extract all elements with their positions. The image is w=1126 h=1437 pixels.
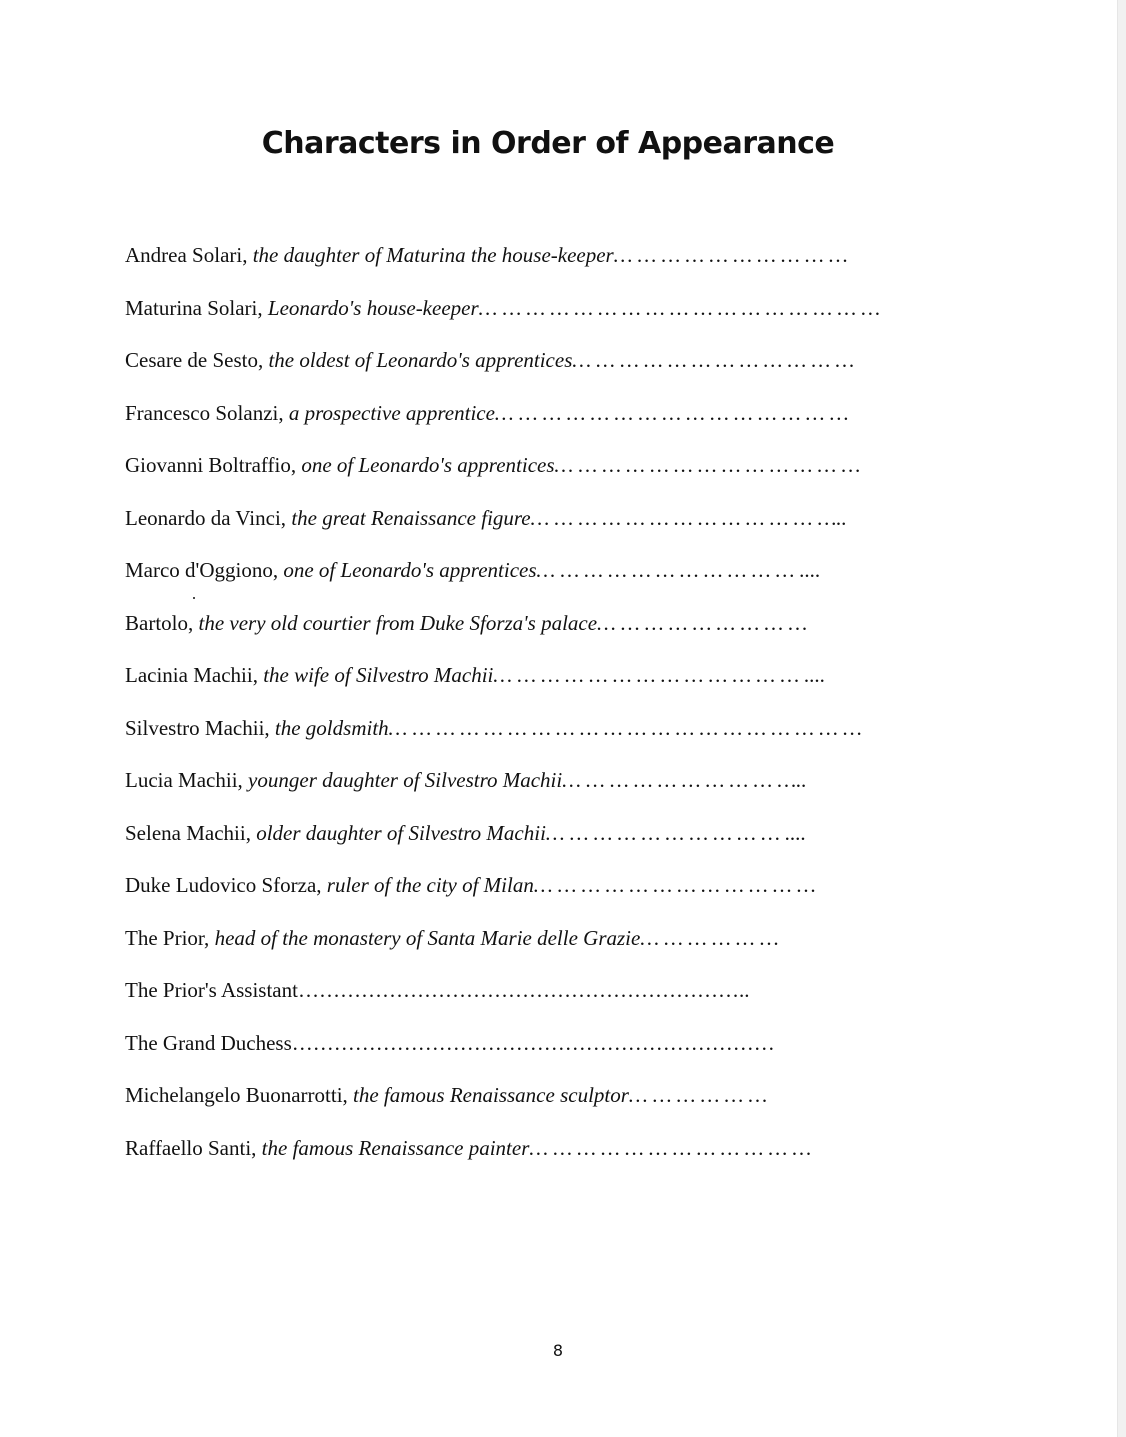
leader-dots: … … … … … … … … … … … … xyxy=(572,348,855,372)
character-entry xyxy=(125,763,1005,816)
character-description: the famous Renaissance sculptor xyxy=(353,1083,629,1107)
character-description: the goldsmith xyxy=(274,715,389,740)
leader-dots: … … … … … … xyxy=(628,1083,768,1107)
leader-dots: … … … … … … … … … … … .... xyxy=(536,558,821,582)
character-entry xyxy=(125,606,1005,659)
character-entry xyxy=(125,658,1005,711)
page-title: Characters in Order of Appearance xyxy=(261,126,835,161)
character-description: younger daughter of Silvestro Machii xyxy=(248,768,563,792)
character-name: Selena Machii, xyxy=(125,820,257,845)
leader-dots: … … … … … … … … … … xyxy=(613,243,848,267)
leader-dots: ……………………………………………………….. xyxy=(297,978,750,1002)
leader-dots: … … … … … … … … … … … … … … … … … … … … xyxy=(388,715,862,740)
character-entry xyxy=(125,238,1005,291)
character-entry xyxy=(125,448,1005,501)
character-description: a prospective apprentice xyxy=(288,400,495,425)
leader-dots: …………………………………………………………… xyxy=(291,1030,775,1055)
character-name: Francesco Solanzi, xyxy=(125,400,289,425)
character-description: older daughter of Silvestro Machii xyxy=(256,820,546,845)
character-entry xyxy=(125,921,1005,974)
leader-dots: … … … … … … xyxy=(640,925,779,950)
character-description: the very old courtier from Duke Sforza's palace xyxy=(198,610,598,635)
character-name: The Prior's Assistant xyxy=(125,978,298,1002)
character-name: Duke Ludovico Sforza, xyxy=(125,873,327,897)
character-name: Raffaello Santi, xyxy=(125,1135,262,1160)
character-description: the wife of Silvestro Machii xyxy=(263,663,494,687)
leader-dots: … … … … … … … … … … … … … … … … … xyxy=(478,295,881,320)
character-name: The Grand Duchess xyxy=(125,1030,292,1055)
character-list xyxy=(125,238,1005,1183)
character-entry xyxy=(125,816,1005,869)
character-description: Leonardo's house-keeper xyxy=(267,295,479,320)
character-entry xyxy=(125,501,1005,554)
leader-dots: … … … … … … … … … … … … … … … xyxy=(494,400,849,425)
character-description: the great Renaissance figure xyxy=(291,505,531,530)
character-entry xyxy=(125,973,1005,1026)
character-name: Giovanni Boltraffio, xyxy=(125,453,302,477)
character-entry xyxy=(125,711,1005,764)
character-name: Michelangelo Buonarrotti, xyxy=(125,1083,354,1107)
character-description: ruler of the city of Milan xyxy=(326,873,534,897)
character-entry xyxy=(125,1026,1005,1079)
page-number: 8 xyxy=(552,1341,564,1360)
character-entry xyxy=(125,1078,1005,1131)
character-description: the daughter of Maturina the house-keeper xyxy=(252,243,614,267)
leader-dots: … … … … … … … … … … … … … .... xyxy=(493,663,826,687)
character-entry xyxy=(125,396,1005,449)
character-name: Maturina Solari, xyxy=(125,295,268,320)
page-edge xyxy=(1117,0,1126,1437)
character-entry xyxy=(125,343,1005,396)
leader-dots: … … … … … … … … … ….. xyxy=(562,768,807,792)
character-entry xyxy=(125,553,1005,606)
character-entry xyxy=(125,1131,1005,1184)
character-name: The Prior, xyxy=(125,925,215,950)
character-description: the oldest of Leonardo's apprentices xyxy=(268,348,573,372)
leader-dots: … … … … … … … … … xyxy=(597,610,808,635)
character-entry xyxy=(125,291,1005,344)
character-description: the famous Renaissance painter xyxy=(261,1135,530,1160)
leader-dots: … … … … … … … … … … … … xyxy=(529,1135,812,1160)
leader-dots: … … … … … … … … … … … … ….. xyxy=(530,505,847,530)
character-entry xyxy=(125,868,1005,921)
character-name: Lacinia Machii, xyxy=(125,663,264,687)
character-name: Marco d'Oggiono, xyxy=(125,558,284,582)
leader-dots: … … … … … … … … … … .... xyxy=(545,820,807,845)
character-name: Cesare de Sesto, xyxy=(125,348,269,372)
leader-dots: … … … … … … … … … … … … xyxy=(533,873,816,897)
character-description: head of the monastery of Santa Marie delle Grazie xyxy=(214,925,641,950)
character-name: Lucia Machii, xyxy=(125,768,249,792)
character-name: Silvestro Machii, xyxy=(125,715,275,740)
character-name: Andrea Solari, xyxy=(125,243,253,267)
leader-dots: … … … … … … … … … … … … … xyxy=(554,453,861,477)
character-name: Leonardo da Vinci, xyxy=(125,505,292,530)
character-name: Bartolo, xyxy=(125,610,199,635)
character-description: one of Leonardo's apprentices xyxy=(301,453,555,477)
character-description: one of Leonardo's apprentices xyxy=(283,558,537,582)
